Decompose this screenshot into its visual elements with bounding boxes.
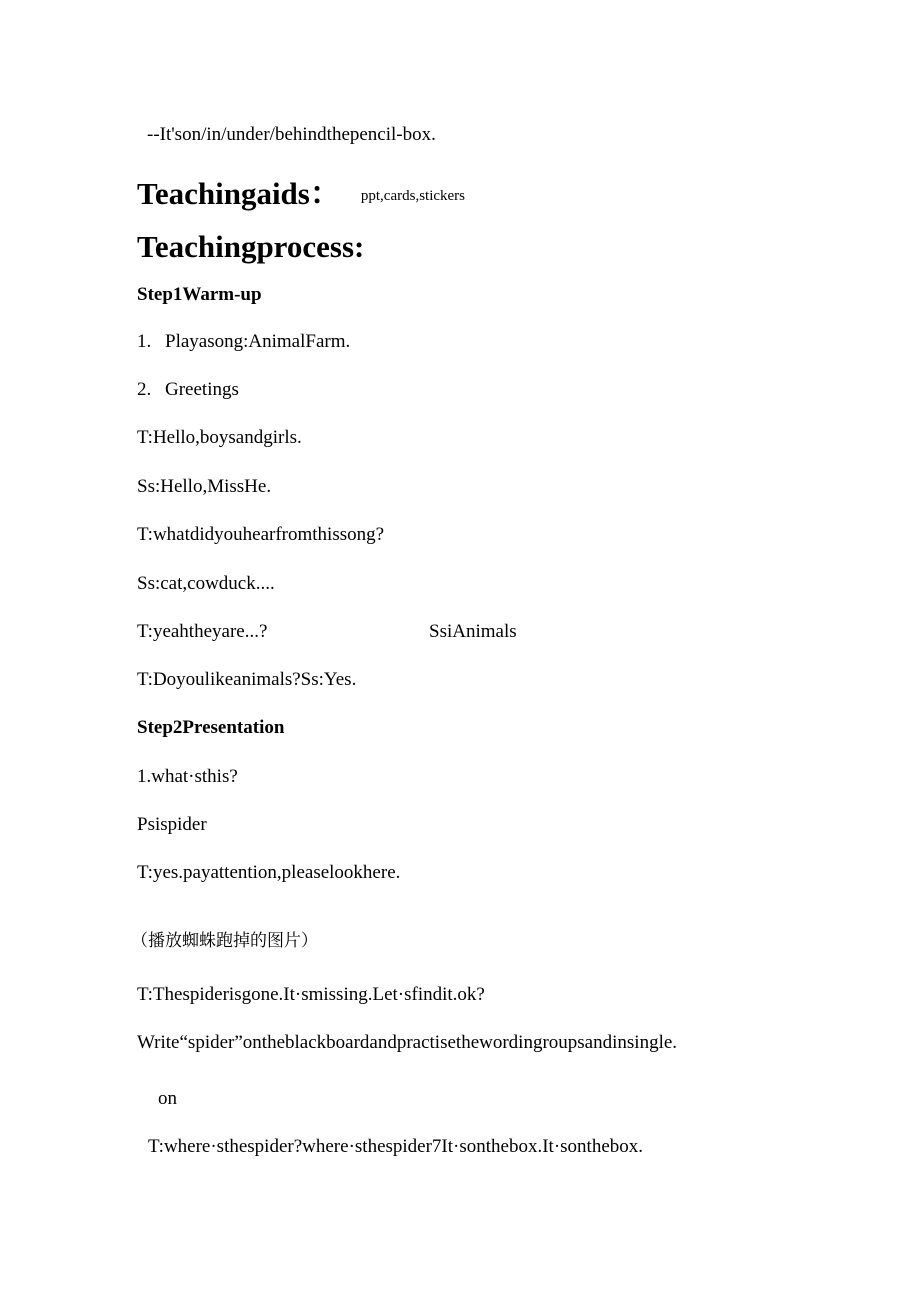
dialogue-students-1: Ss:Hello,MissHe. xyxy=(137,476,272,497)
chinese-note: （播放蜘蛛跑掉的图片） xyxy=(131,931,318,951)
teaching-aids-label: Teachingaids： xyxy=(137,176,341,211)
instruction-write-spider: Write“spider”ontheblackboardandpractisethewordingroupsandinsingle. xyxy=(137,1032,678,1053)
text-line-pencil-box: --It'son/in/under/behindthepencil-box. xyxy=(147,124,436,145)
dialogue-teacher-6: T:Thespiderisgone.It·smissing.Let·sfindit.ok? xyxy=(137,984,485,1005)
list-item-1-number: 1. xyxy=(137,331,152,352)
list-item-1-text: Playasong:AnimalFarm. xyxy=(165,331,351,352)
dialogue-students-3: SsiAnimals xyxy=(429,621,517,642)
dialogue-teacher-1: T:Hello,boysandgirls. xyxy=(137,427,302,448)
step2-heading: Step2Presentation xyxy=(137,717,285,738)
dialogue-teacher-5: T:yes.payattention,pleaselookhere. xyxy=(137,862,401,883)
list-item-2-number: 2. xyxy=(137,379,152,400)
step1-heading: Step1Warm-up xyxy=(137,284,262,305)
teaching-process-heading: Teachingprocess: xyxy=(137,229,365,264)
dialogue-students-2: Ss:cat,cowduck.... xyxy=(137,573,275,594)
list-item-2 xyxy=(137,378,239,402)
question-1: 1.what·sthis? xyxy=(137,766,238,787)
teaching-aids-heading xyxy=(137,176,465,214)
dialogue-teacher-7: T:where·sthespider?where·sthespider7It·sonthebox.It·sonthebox. xyxy=(148,1136,644,1157)
list-item-1 xyxy=(137,330,350,354)
answer-1: Psispider xyxy=(137,814,207,835)
list-item-2-text: Greetings xyxy=(165,379,239,400)
teaching-aids-items: ppt,cards,stickers xyxy=(360,188,466,204)
dialogue-teacher-2: T:whatdidyouhearfromthissong? xyxy=(137,524,385,545)
dialogue-teacher-3: T:yeahtheyare...? xyxy=(137,621,268,642)
dialogue-teacher-4: T:Doyoulikeanimals?Ss:Yes. xyxy=(137,669,357,690)
word-on: on xyxy=(158,1088,177,1109)
